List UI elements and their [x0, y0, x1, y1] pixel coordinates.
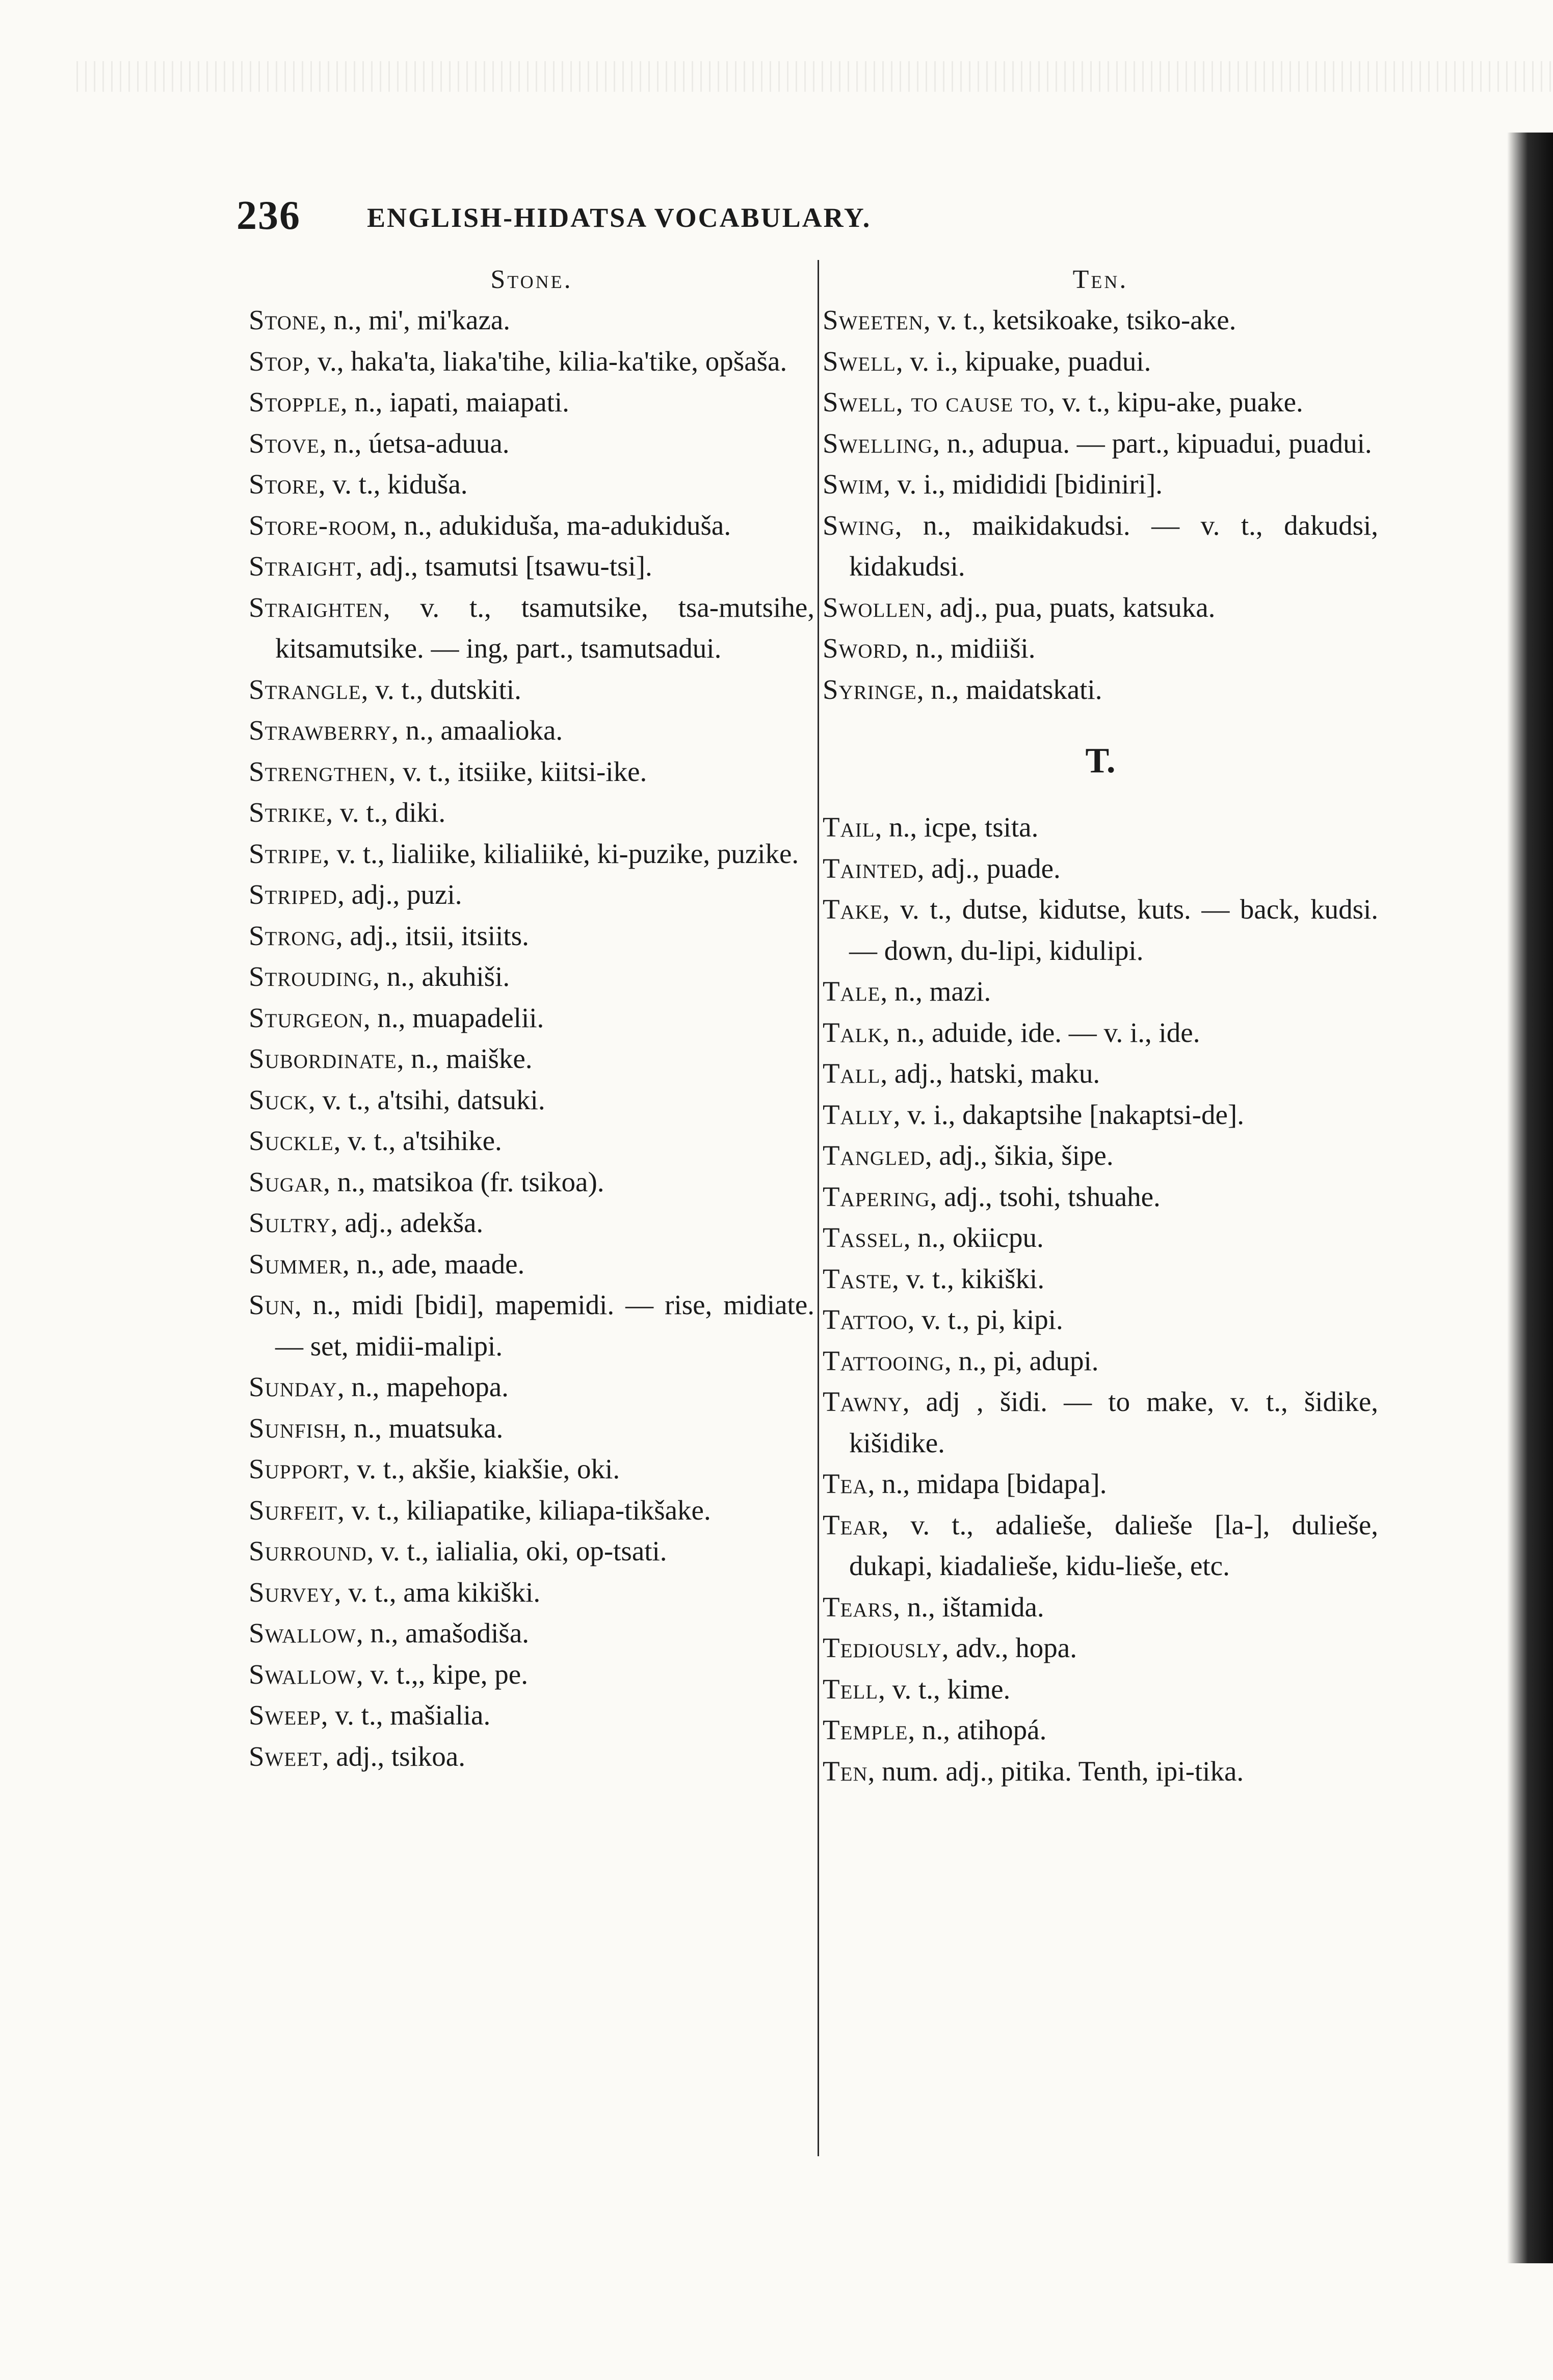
- entry-headword: Temple: [823, 1714, 908, 1745]
- dictionary-entry: [249, 916, 814, 957]
- dictionary-entry: [823, 464, 1378, 505]
- entry-definition: , n., iapati, maiapati.: [340, 386, 569, 417]
- entry-definition: , v. t., kipu-ake, puake.: [1048, 386, 1303, 417]
- entry-definition: , v. t., adalieše, dalieše [la-], dulieše, dukapi, kiadalieše, kidu-lieše, etc.: [849, 1509, 1378, 1581]
- entry-headword: Swing: [823, 509, 895, 541]
- entry-headword: Sultry: [249, 1207, 331, 1238]
- dictionary-entry: [823, 1505, 1378, 1587]
- entry-definition: , n., okiicpu.: [903, 1222, 1044, 1253]
- entry-definition: , v. t., pi, kipi.: [907, 1304, 1063, 1335]
- dictionary-entry: [823, 1094, 1378, 1136]
- dictionary-entry: [823, 628, 1378, 669]
- dictionary-entry: [249, 464, 814, 505]
- entry-headword: Sword: [823, 633, 902, 664]
- entry-headword: Straight: [249, 551, 356, 582]
- entry-headword: Tattooing: [823, 1345, 945, 1376]
- dictionary-entry: [249, 1695, 814, 1736]
- entry-definition: , v. i., kipuake, puadui.: [896, 345, 1151, 377]
- entry-headword: Tear: [823, 1509, 882, 1540]
- dictionary-entry: [249, 874, 814, 916]
- entry-headword: Strengthen: [249, 755, 389, 787]
- entry-headword: Ten: [823, 1755, 868, 1787]
- dictionary-entry: [249, 300, 814, 341]
- entry-definition: , n., muatsuka.: [339, 1412, 504, 1444]
- entry-headword: Strawberry: [249, 715, 392, 746]
- entry-headword: Tawny: [823, 1386, 903, 1417]
- section-letter: T.: [1085, 741, 1116, 780]
- entry-definition: , v. i., midididi [bidiniri].: [883, 468, 1163, 500]
- entry-headword: Tassel: [823, 1222, 904, 1253]
- guide-word-left: Stone.: [490, 265, 573, 294]
- entry-definition: , n., maiške.: [397, 1043, 533, 1074]
- entry-headword: Tall: [823, 1058, 881, 1089]
- guide-word-right: Ten.: [1072, 265, 1128, 294]
- dictionary-entry: [823, 971, 1378, 1012]
- entry-headword: Stop: [249, 345, 304, 377]
- dictionary-entry: [823, 1176, 1378, 1218]
- entry-headword: Store-room: [249, 509, 390, 541]
- dictionary-entry: [249, 1572, 814, 1613]
- dictionary-entry: [249, 587, 814, 669]
- entry-headword: Swallow: [249, 1617, 356, 1649]
- entry-definition: , adj., itsii, itsiits.: [335, 920, 529, 951]
- entry-definition: , v. t., tsamutsike, tsa-mutsihe, kitsamutsike. — ing, part., tsamutsadui.: [275, 591, 814, 664]
- entry-definition: , n., mapehopa.: [337, 1371, 509, 1402]
- entry-definition: , n., ištamida.: [893, 1591, 1044, 1623]
- dictionary-entry: [249, 1367, 814, 1408]
- entry-headword: Tapering: [823, 1181, 930, 1212]
- entry-definition: , v. t., kiliapatike, kiliapa-tikšake.: [337, 1494, 711, 1526]
- scan-edge-shadow: [1507, 133, 1553, 2263]
- dictionary-entry: [249, 382, 814, 423]
- dictionary-entry: [823, 1587, 1378, 1628]
- right-entry-list-t: [823, 807, 1378, 1792]
- entry-headword: Sunday: [249, 1371, 337, 1402]
- entry-definition: , n., maikidakudsi. — v. t., dakudsi, kidakudsi.: [849, 509, 1378, 582]
- entry-definition: , n., amašodiša.: [356, 1617, 529, 1649]
- entry-headword: Tally: [823, 1099, 893, 1130]
- entry-definition: , n., atihopá.: [908, 1714, 1047, 1745]
- entry-definition: , n., pi, adupi.: [944, 1345, 1099, 1376]
- entry-headword: Sweeten: [823, 304, 924, 335]
- dictionary-entry: [249, 1531, 814, 1572]
- dictionary-entry: [249, 833, 814, 875]
- entry-headword: Stripe: [249, 838, 323, 869]
- entry-definition: , n., úetsa-aduua.: [319, 427, 510, 459]
- entry-headword: Sunfish: [249, 1412, 340, 1444]
- entry-headword: Suck: [249, 1084, 308, 1115]
- entry-definition: , v. t., kime.: [878, 1673, 1011, 1705]
- entry-headword: Surround: [249, 1535, 367, 1566]
- entry-headword: Talk: [823, 1016, 883, 1048]
- entry-definition: , n., mi', mi'kaza.: [319, 304, 511, 335]
- dictionary-entry: [249, 1244, 814, 1285]
- entry-headword: Syringe: [823, 673, 917, 705]
- entry-definition: , adj., puade.: [917, 852, 1061, 884]
- dictionary-entry: [823, 1669, 1378, 1710]
- dictionary-entry: [823, 1341, 1378, 1382]
- entry-headword: Sun: [249, 1289, 295, 1320]
- left-entry-list: [249, 300, 814, 1777]
- dictionary-entry: [823, 587, 1378, 629]
- entry-definition: , n., icpe, tsita.: [875, 812, 1039, 843]
- entry-definition: , v. t., a'tsihi, datsuki.: [308, 1084, 545, 1115]
- entry-headword: Swallow: [249, 1658, 356, 1690]
- entry-headword: Striped: [249, 879, 338, 910]
- dictionary-entry: [823, 1710, 1378, 1751]
- entry-definition: , n., midiiši.: [901, 633, 1036, 664]
- entry-definition: , n., adupua. — part., kipuadui, puadui.: [933, 427, 1372, 459]
- entry-headword: Tail: [823, 812, 875, 843]
- entry-headword: Swollen: [823, 591, 926, 623]
- entry-headword: Tainted: [823, 852, 917, 884]
- entry-definition: , v. t., itsiike, kiitsi-ike.: [388, 755, 647, 787]
- dictionary-entry: [823, 1628, 1378, 1669]
- entry-headword: Swim: [823, 468, 884, 500]
- entry-definition: , v. t., ketsikoake, tsiko-ake.: [923, 304, 1236, 335]
- dictionary-entry: [249, 751, 814, 793]
- entry-definition: , num. adj., pitika. Tenth, ipi-tika.: [867, 1755, 1244, 1787]
- entry-headword: Take: [823, 894, 883, 925]
- dictionary-entry: [823, 1299, 1378, 1341]
- entry-headword: Strong: [249, 920, 336, 951]
- dictionary-entry: [823, 1463, 1378, 1505]
- left-column: [249, 260, 814, 2156]
- entry-definition: , v. t., lialiike, kilialiikė, ki-puzike, puzike.: [322, 838, 799, 869]
- entry-headword: Tale: [823, 976, 881, 1007]
- right-column: [823, 260, 1378, 2156]
- dictionary-entry: [823, 1259, 1378, 1300]
- dictionary-entry: [249, 669, 814, 711]
- dictionary-entry: [249, 1490, 814, 1531]
- entry-definition: , n., ade, maade.: [342, 1248, 525, 1279]
- entry-headword: Store: [249, 468, 319, 500]
- entry-headword: Swell: [823, 345, 896, 377]
- entry-headword: Summer: [249, 1248, 343, 1279]
- entry-definition: , adj., pua, puats, katsuka.: [926, 591, 1216, 623]
- entry-headword: Swell, to cause to: [823, 386, 1048, 417]
- entry-definition: , v. t., mašialia.: [321, 1699, 491, 1731]
- column-divider: [818, 260, 819, 2156]
- entry-definition: , n., midapa [bidapa].: [867, 1468, 1107, 1499]
- entry-definition: , n., aduide, ide. — v. i., ide.: [882, 1016, 1200, 1048]
- entry-headword: Swelling: [823, 427, 933, 459]
- dictionary-entry: [823, 1217, 1378, 1259]
- entry-headword: Stone: [249, 304, 320, 335]
- entry-definition: , v. i., dakaptsihe [nakaptsi-de].: [893, 1099, 1244, 1130]
- dictionary-entry: [249, 546, 814, 587]
- entry-definition: , adj., adekša.: [330, 1207, 484, 1238]
- entry-headword: Suckle: [249, 1125, 334, 1156]
- dictionary-entry: [823, 505, 1378, 587]
- entry-headword: Tears: [823, 1591, 893, 1623]
- dictionary-entry: [823, 669, 1378, 711]
- dictionary-entry: [249, 710, 814, 751]
- entry-headword: Survey: [249, 1576, 334, 1608]
- entry-definition: , v. t., kiduša.: [318, 468, 468, 500]
- dictionary-entry: [249, 1736, 814, 1777]
- entry-headword: Sturgeon: [249, 1002, 363, 1033]
- dictionary-entry: [249, 1080, 814, 1121]
- entry-headword: Tangled: [823, 1140, 925, 1171]
- entry-headword: Subordinate: [249, 1043, 397, 1074]
- entry-definition: , adj., hatski, maku.: [880, 1058, 1100, 1089]
- dictionary-entry: [249, 1120, 814, 1162]
- scan-noise: [76, 61, 1553, 92]
- entry-definition: , n., adukiduša, ma-adukiduša.: [390, 509, 731, 541]
- entry-definition: , adj., tsohi, tshuahe.: [930, 1181, 1161, 1212]
- dictionary-entry: [823, 341, 1378, 382]
- entry-definition: , v. t., dutskiti.: [361, 673, 521, 705]
- entry-headword: Sugar: [249, 1166, 324, 1197]
- dictionary-entry: [823, 1012, 1378, 1054]
- entry-definition: , n., muapadelii.: [363, 1002, 544, 1033]
- entry-headword: Support: [249, 1453, 343, 1484]
- page-header: [0, 193, 1553, 239]
- entry-definition: , n., matsikoa (fr. tsikoa).: [323, 1166, 604, 1197]
- dictionary-entry: [823, 1053, 1378, 1094]
- dictionary-entry: [249, 1408, 814, 1449]
- dictionary-entry: [249, 956, 814, 998]
- entry-headword: Strike: [249, 797, 326, 828]
- entry-headword: Surfeit: [249, 1494, 338, 1526]
- dictionary-entry: [823, 848, 1378, 890]
- dictionary-entry: [823, 889, 1378, 971]
- entry-definition: , n., amaalioka.: [391, 715, 563, 746]
- entry-definition: , v. t., a'tsihike.: [333, 1125, 502, 1156]
- entry-definition: , v. t., ialialia, oki, op-tsati.: [366, 1535, 667, 1566]
- dictionary-entry: [823, 423, 1378, 464]
- dictionary-entry: [823, 1135, 1378, 1176]
- entry-definition: , adj., šikia, šipe.: [925, 1140, 1114, 1171]
- entry-headword: Stopple: [249, 386, 340, 417]
- dictionary-entry: [823, 807, 1378, 848]
- entry-headword: Tattoo: [823, 1304, 908, 1335]
- entry-definition: , v. t., kikiški.: [892, 1263, 1045, 1294]
- entry-definition: , v. t., akšie, kiakšie, oki.: [343, 1453, 620, 1484]
- entry-headword: Sweet: [249, 1740, 322, 1772]
- dictionary-entry: [823, 300, 1378, 341]
- entry-headword: Strangle: [249, 673, 361, 705]
- dictionary-entry: [823, 382, 1378, 423]
- dictionary-entry: [249, 1285, 814, 1367]
- dictionary-entry: [249, 423, 814, 464]
- dictionary-entry: [249, 1038, 814, 1080]
- dictionary-entry: [249, 1654, 814, 1695]
- entry-definition: , adj., puzi.: [337, 879, 462, 910]
- entry-headword: Tea: [823, 1468, 868, 1499]
- entry-headword: Sweep: [249, 1699, 321, 1731]
- dictionary-entry: [249, 1449, 814, 1490]
- entry-headword: Strouding: [249, 961, 373, 992]
- entry-definition: , v. t., dutse, kidutse, kuts. — back, kudsi. — down, du-lipi, kidulipi.: [849, 894, 1378, 966]
- right-entry-list-s: [823, 300, 1378, 710]
- dictionary-entry: [823, 1751, 1378, 1792]
- dictionary-entry: [249, 1613, 814, 1654]
- dictionary-entry: [249, 341, 814, 382]
- entry-headword: Straighten: [249, 591, 383, 623]
- running-head: ENGLISH-HIDATSA VOCABULARY.: [367, 202, 872, 233]
- entry-definition: , adj , šidi. — to make, v. t., šidike, kišidike.: [849, 1386, 1378, 1458]
- entry-definition: , n., midi [bidi], mapemidi. — rise, midiate. — set, midii-malipi.: [275, 1289, 814, 1362]
- dictionary-entry: [249, 1202, 814, 1244]
- entry-definition: , n., akuhiši.: [373, 961, 510, 992]
- dictionary-entry: [249, 998, 814, 1039]
- dictionary-entry: [249, 1162, 814, 1203]
- entry-definition: , v. t., ama kikiški.: [334, 1576, 541, 1608]
- entry-headword: Taste: [823, 1263, 892, 1294]
- page-number: 236: [236, 193, 301, 238]
- entry-definition: , n., mazi.: [880, 976, 991, 1007]
- dictionary-entry: [823, 1381, 1378, 1463]
- entry-headword: Tell: [823, 1673, 879, 1705]
- entry-definition: , v., haka'ta, liaka'tihe, kilia-ka'tike, opšaša.: [303, 345, 787, 377]
- entry-headword: Stove: [249, 427, 320, 459]
- entry-definition: , n., maidatskati.: [916, 673, 1102, 705]
- dictionary-entry: [249, 792, 814, 833]
- dictionary-entry: [249, 505, 814, 546]
- entry-definition: , adv., hopa.: [941, 1632, 1077, 1663]
- entry-definition: , adj., tsikoa.: [322, 1740, 465, 1772]
- entry-definition: , adj., tsamutsi [tsawu-tsi].: [355, 551, 652, 582]
- entry-definition: , v. t., diki.: [326, 797, 446, 828]
- entry-definition: , v. t.,, kipe, pe.: [356, 1658, 528, 1690]
- entry-headword: Tediously: [823, 1632, 942, 1663]
